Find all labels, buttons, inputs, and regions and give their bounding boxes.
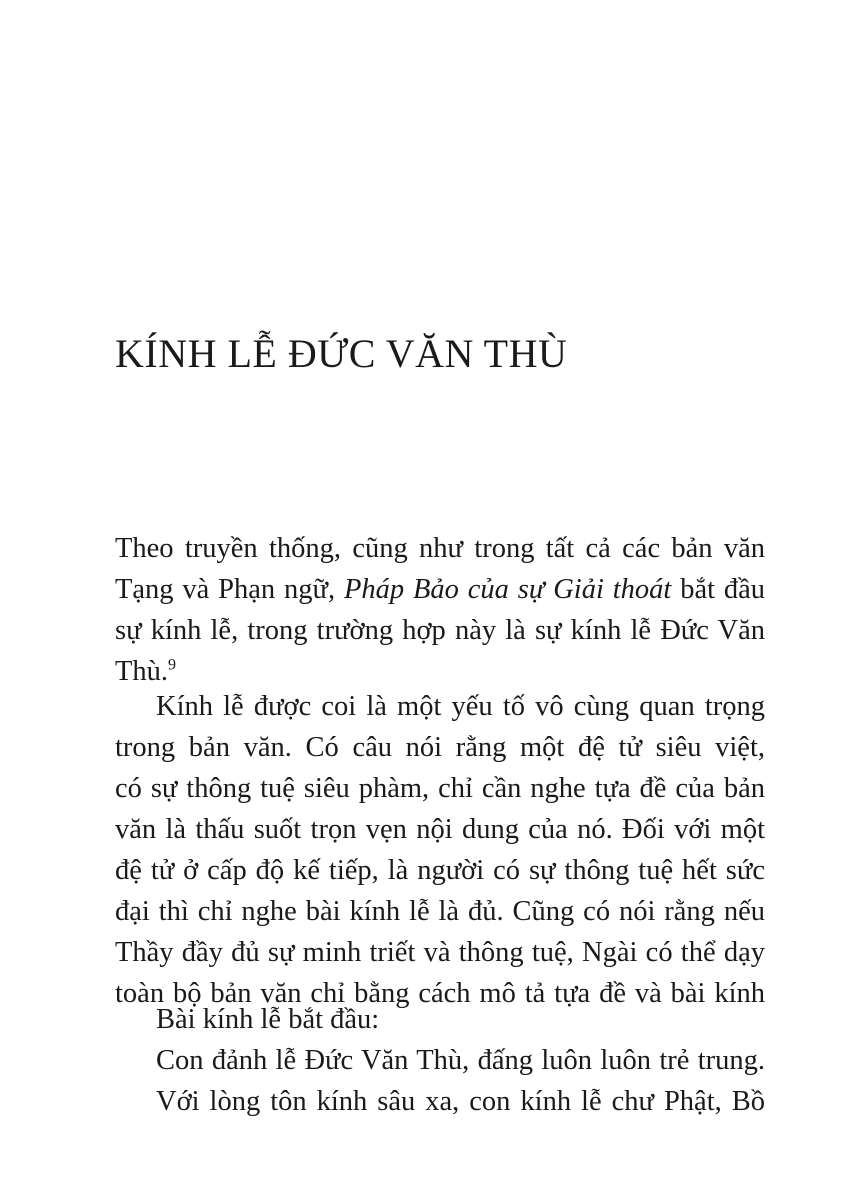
text-line [115,528,765,569]
paragraph-tradition [115,528,765,692]
text-line-content: Thù. [115,656,169,687]
text-line: Với lòng tôn kính sâu xa, con kính lễ chư Phật, Bồ [156,1086,765,1117]
text-line: Con đảnh lễ Đức Văn Thù, đấng luôn luôn trẻ trung. [156,1045,765,1076]
paragraph-homage-importance [115,686,765,1014]
footnote-reference: 9 [168,656,177,674]
text-line: có sự thông tuệ siêu phàm, chỉ cần nghe tựa đề của bản [115,773,765,804]
text-line-content: Theo truyền thống, cũng như trong tất cả các bản văn [115,533,765,564]
text-line: trong bản văn. Có câu nói rằng một đệ tử siêu việt, [115,732,765,763]
text-line-post: bắt đầu [680,574,765,605]
text-line [115,569,765,610]
text-line: toàn bộ bản văn chỉ bằng cách mô tả tựa đề và bài kính [115,978,765,1009]
text-line [115,610,765,651]
text-line: Kính lễ được coi là một yếu tố vô cùng quan trọng [156,691,765,722]
text-line: Thầy đầy đủ sự minh triết và thông tuệ, Ngài có thể dạy [115,937,765,968]
book-title-italic: Pháp Bảo của sự Giải thoát [343,574,672,605]
paragraph-homage-start [115,999,765,1040]
text-line: đại thì chỉ nghe bài kính lễ là đủ. Cũng có nói rằng nếu [115,896,765,927]
paragraph-homage-verse [115,1040,765,1122]
text-line: đệ tử ở cấp độ kế tiếp, là người có sự thông tuệ hết sức [115,855,765,886]
text-line: văn là thấu suốt trọn vẹn nội dung của nó. Đối với một [115,814,765,845]
text-line-content: sự kính lễ, trong trường hợp này là sự kính lễ Đức Văn [115,615,765,646]
text-line: Bài kính lễ bắt đầu: [156,1004,380,1035]
chapter-title: KÍNH LỄ ĐỨC VĂN THÙ [115,331,568,376]
text-line-pre: Tạng và Phạn ngữ, [115,574,344,605]
